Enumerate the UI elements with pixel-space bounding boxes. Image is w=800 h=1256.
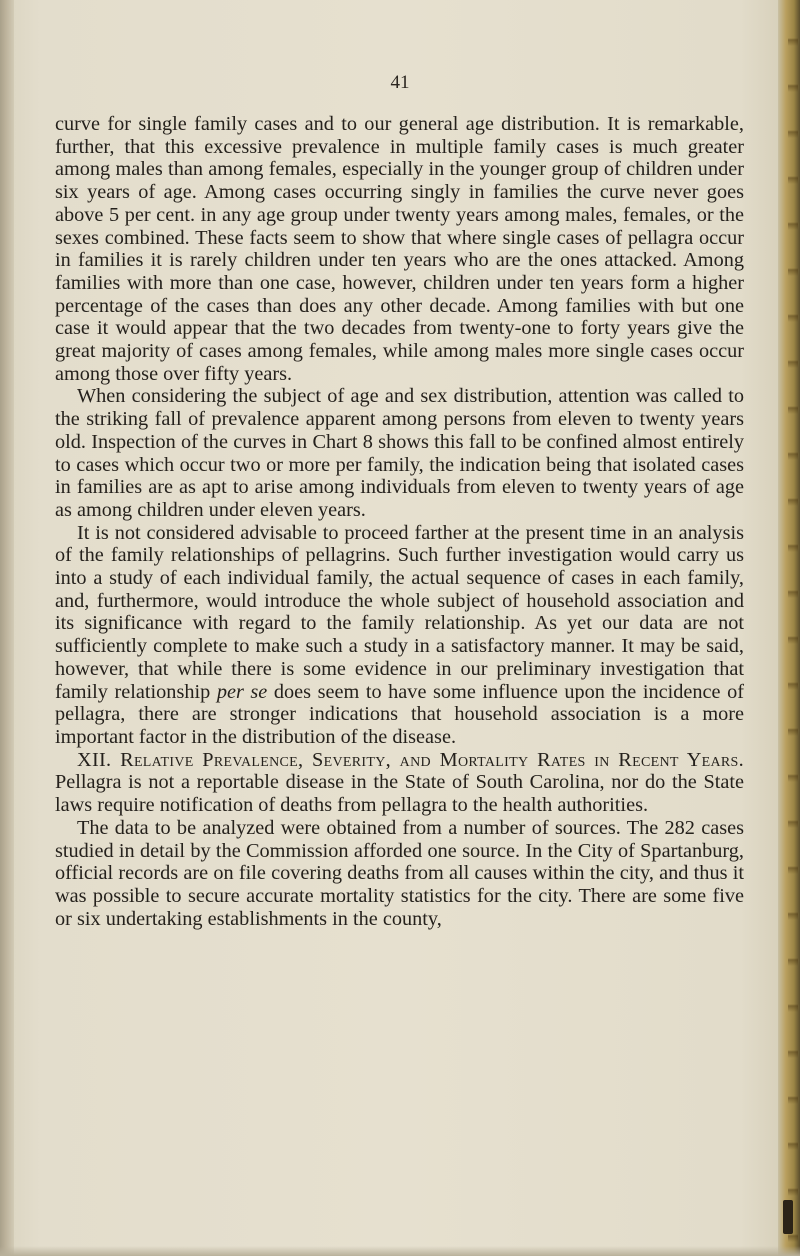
paragraph-4 [55, 749, 744, 817]
paragraph-1: curve for single family cases and to our general age distribution. It is remarkable, further, that this excessive prevalence in multiple family cases is much greater among males than among females, especially in the younger group of children under six years of age. Among cases occurring singly in families the curve never goes above 5 per cent. in any age group under twenty years among males, females, or the sexes combined. These facts seem to show that where single cases of pellagra occur in families it is rarely children under ten years who are the ones attacked. Among families with more than one case, however, children under ten years form a higher percentage of the cases than does any other decade. Among families with but one case it would appear that the two decades from twenty-one to forty years give the great majority of cases among females, while among males more single cases occur among those over fifty years. [55, 113, 744, 385]
page-edge-bottom [0, 1246, 800, 1256]
paragraph-3-text-before: It is not considered advisable to proceed farther at the present time in an analysis of the family relationships of pellagrins. Such further investigation would carry us into a study of each individual family, the actual sequence of cases in each family, and, furthermore, would introduce the whole subject of household association and its significance with regard to the family relationship. As yet our data are not sufficiently complete to make such a study in a satisfactory manner. It may be said, however, that while there is some evidence in our preliminary investigation that family relationship [55, 521, 744, 703]
paragraph-3 [55, 522, 744, 749]
paragraph-3-text-after: does seem to have some influence upon the incidence of pellagra, there are stronger indications that household association is a more important factor in the distribution of the disease. [55, 680, 744, 748]
page-number: 41 [390, 72, 410, 93]
paragraph-3-italic: per se [216, 680, 268, 703]
body-text [55, 113, 744, 930]
section-heading: XII. Relative Prevalence, Severity, and Mortality Rates in Recent Years. [77, 748, 744, 771]
paragraph-4-text: Pellagra is not a reportable disease in the State of South Carolina, nor do the State laws require notification of deaths from pellagra to the health authorities. [55, 771, 744, 817]
paragraph-5: The data to be analyzed were obtained from a number of sources. The 282 cases studied in detail by the Commission afforded one source. In the City of Spartanburg, official records are on file covering deaths from all causes within the city, and thus it was possible to secure accurate mortality statistics for the city. There are some five or six undertaking establishments in the county, [55, 816, 744, 930]
binding-clip [783, 1200, 793, 1234]
page-gutter-left [0, 0, 14, 1256]
page-edge-texture [788, 0, 798, 1256]
paragraph-2: When considering the subject of age and sex distribution, attention was called to the striking fall of prevalence apparent among persons from eleven to twenty years old. Inspection of the curves in Chart 8 shows this fall to be confined almost entirely to cases which occur two or more per family, the indication being that isolated cases in families are as apt to arise among individuals from eleven to twenty years of age as among children under eleven years. [55, 385, 744, 521]
